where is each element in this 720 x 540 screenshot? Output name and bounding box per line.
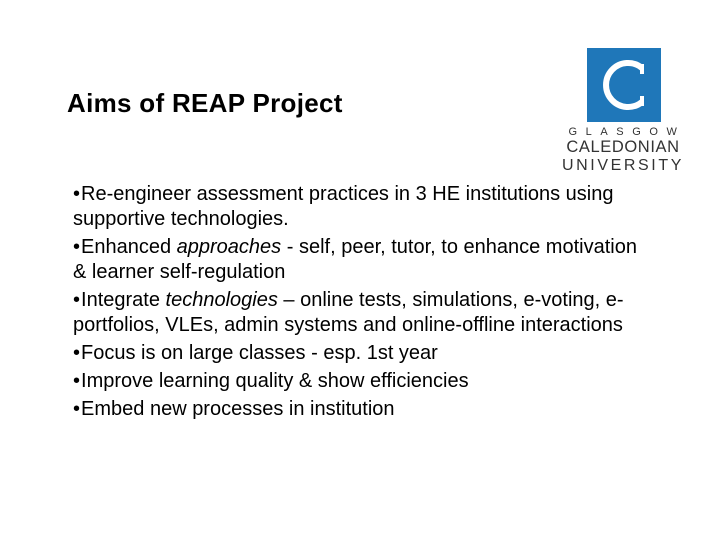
bullet-item — [73, 397, 648, 422]
bullet-item — [73, 369, 648, 394]
bullet-text: Improve learning quality & show efficiencies — [81, 370, 469, 392]
logo-text-university: UNIVERSITY — [561, 157, 684, 174]
logo-c-icon — [587, 48, 661, 122]
bullet-text: Re-engineer assessment practices in 3 HE institutions using supportive technologies. — [73, 183, 614, 230]
bullet-list — [73, 182, 648, 425]
bullet-marker: • — [73, 342, 81, 364]
bullet-text-rest: – online tests, simulations, e-voting, e-portfolios, VLEs, admin systems and online-offline interactions — [73, 289, 624, 336]
bullet-item — [73, 341, 648, 366]
logo-text-glasgow: GLASGOW — [568, 126, 686, 138]
bullet-emphasis: approaches — [176, 236, 282, 258]
bullet-item — [73, 235, 648, 285]
slide-title: Aims of REAP Project — [67, 88, 343, 118]
bullet-text: Focus is on large classes - esp. 1st year — [81, 342, 438, 364]
bullet-text-rest: - self, peer, tutor, to enhance motivation & learner self-regulation — [73, 236, 637, 283]
bullet-item — [73, 288, 648, 338]
bullet-text: Integrate — [81, 289, 166, 311]
university-logo — [558, 46, 688, 174]
bullet-marker: • — [73, 289, 81, 311]
bullet-emphasis: technologies — [165, 289, 278, 311]
bullet-marker: • — [73, 398, 81, 420]
bullet-item — [73, 182, 648, 232]
bullet-marker: • — [73, 236, 81, 258]
logo-text-caledonian: CALEDONIAN — [566, 138, 680, 156]
bullet-marker: • — [73, 370, 81, 392]
bullet-marker: • — [73, 183, 81, 205]
bullet-text: Enhanced — [81, 236, 177, 258]
bullet-text: Embed new processes in institution — [81, 398, 395, 420]
